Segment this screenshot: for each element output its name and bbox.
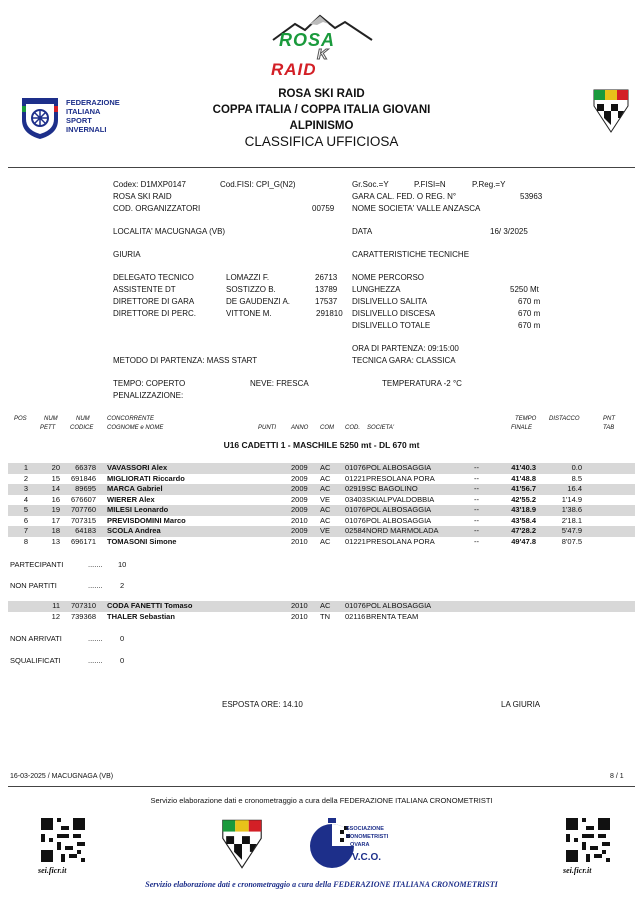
non-partiti-label: NON PARTITI <box>10 581 57 590</box>
cell-pos: 2 <box>23 473 28 483</box>
cell-cod: 01221 <box>345 536 366 546</box>
col-header-com: COM <box>320 425 334 431</box>
cell-distacco: 8.5 <box>571 473 582 483</box>
cell-dash: -- <box>474 473 479 483</box>
penalizzazione: PENALIZZAZIONE: <box>113 391 184 400</box>
table-row <box>0 505 643 516</box>
table-row <box>0 484 643 495</box>
partecipanti-value: 10 <box>118 560 127 569</box>
caratteristiche: CARATTERISTICHE TECNICHE <box>352 250 470 259</box>
squalificati-label: SQUALIFICATI <box>10 656 61 665</box>
cell-pett: 17 <box>51 515 60 525</box>
col-header-codice-2: CODICE <box>70 425 94 431</box>
cell-anno: 2010 <box>291 601 308 610</box>
cell-societa: POL ALBOSAGGIA <box>366 463 432 472</box>
rosa-ski-raid-logo <box>265 10 380 82</box>
cell-codice: 739368 <box>70 611 96 621</box>
official-role-1: DELEGATO TECNICO <box>113 273 194 282</box>
cell-codice: 691846 <box>70 473 96 483</box>
cell-societa: PRESOLANA PORA <box>366 473 435 483</box>
gara-cal-value: 53963 <box>520 192 543 201</box>
cell-name: WIERER Alex <box>107 494 155 504</box>
cell-pos: 5 <box>23 505 28 514</box>
p-reg: P.Reg.=Y <box>472 180 506 189</box>
official-code-2: 13789 <box>315 285 338 294</box>
cell-tempo: 43'18.9 <box>511 505 536 514</box>
tech-value-4: 670 m <box>518 321 541 330</box>
footer-divider <box>8 786 635 787</box>
cell-tempo: 42'55.2 <box>511 494 536 504</box>
cell-pett: 12 <box>51 611 60 621</box>
table-row <box>0 516 643 527</box>
cell-tempo: 47'28.2 <box>511 526 536 535</box>
tecnica-gara: TECNICA GARA: CLASSICA <box>352 356 456 365</box>
cell-distacco: 2'18.1 <box>561 515 582 525</box>
cell-anno: 2009 <box>291 505 308 514</box>
cell-com: AC <box>320 505 331 514</box>
cell-pos: 4 <box>23 494 28 504</box>
cell-com: VE <box>320 526 331 535</box>
cell-pett: 20 <box>51 463 60 472</box>
fisi-line-4: INVERNALI <box>66 125 107 134</box>
cell-societa: PRESOLANA PORA <box>366 536 435 546</box>
cell-anno: 2010 <box>291 515 308 525</box>
logo-k: K <box>317 46 328 63</box>
cell-cod: 01076 <box>345 515 366 525</box>
cell-pos: 6 <box>23 515 28 525</box>
qr-code-icon <box>566 818 610 862</box>
category-title: U16 CADETTI 1 - MASCHILE 5250 mt - DL 670 mt <box>223 440 420 450</box>
fisi-line-3: SPORT <box>66 116 92 125</box>
cell-com: VE <box>320 494 331 504</box>
qr-code-icon <box>41 818 85 862</box>
assoc-line-1: SSOCIAZIONE <box>346 826 384 832</box>
col-header-tempo-1: TEMPO <box>515 416 537 422</box>
non-partiti-dots: ....... <box>88 581 103 590</box>
cell-com: AC <box>320 515 331 525</box>
cell-pett: 13 <box>51 536 60 546</box>
official-name-2: SOSTIZZO B. <box>226 285 276 294</box>
footer-service-text: Servizio elaborazione dati e cronometraggio a cura della FEDERAZIONE ITALIANA CRONOMETRISTI <box>150 796 493 805</box>
giuria: GIURIA <box>113 250 141 259</box>
assoc-line-2: RONOMETRISTI <box>346 834 389 840</box>
cell-pett: 11 <box>52 601 60 610</box>
col-header-pnt-1: PNT <box>603 416 615 422</box>
cell-codice: 64183 <box>75 526 96 535</box>
non-arrivati-value: 0 <box>120 634 125 643</box>
logo-raid: RAID <box>271 60 317 79</box>
official-code-3: 17537 <box>315 297 338 306</box>
cell-pett: 15 <box>51 473 60 483</box>
nome-societa: NOME SOCIETA' VALLE ANZASCA <box>352 204 481 213</box>
cell-pos: 1 <box>23 463 28 472</box>
cod-org-value: 00759 <box>312 204 335 213</box>
cell-pos: 3 <box>23 484 28 493</box>
col-header-cod: COD. <box>345 425 360 431</box>
cell-distacco: 1'38.6 <box>561 505 582 514</box>
nome-percorso: NOME PERCORSO <box>352 273 425 282</box>
footer-service-text-bottom: Servizio elaborazione dati e cronometraggio a cura della FEDERAZIONE ITALIANA CRONOMETRISTI <box>145 880 498 889</box>
col-header-pett-2: PETT <box>40 425 56 431</box>
cell-dash: -- <box>474 494 479 504</box>
assoc-line-4: V.C.O. <box>352 852 382 863</box>
header-title-2: COPPA ITALIA / COPPA ITALIA GIOVANI <box>212 104 431 116</box>
logo-rosa: ROSA <box>279 30 336 50</box>
ora-partenza: ORA DI PARTENZA: 09:15:00 <box>352 344 459 353</box>
cell-dash: -- <box>474 536 479 546</box>
cell-distacco: 0.0 <box>571 463 582 472</box>
col-header-codice-1: NUM <box>76 416 90 422</box>
cell-codice: 707310 <box>70 601 96 610</box>
footer-date-place: 16-03-2025 / MACUGNAGA (VB) <box>10 773 114 780</box>
cell-com: AC <box>320 536 331 546</box>
cell-societa: SKIALPVALDOBBIA <box>366 494 435 504</box>
header-title-4: CLASSIFICA UFFICIOSA <box>244 134 399 149</box>
cell-cod: 01076 <box>345 505 366 514</box>
qr-code-right <box>563 818 613 888</box>
cell-tempo: 41'40.3 <box>511 463 536 472</box>
col-header-concorrente-1: CONCORRENTE <box>107 416 155 422</box>
qr-caption-left: sei.ficr.it <box>38 866 67 875</box>
cell-anno: 2009 <box>291 526 308 535</box>
cell-distacco: 5'47.9 <box>561 526 582 535</box>
cell-name: MILESI Leonardo <box>107 505 169 514</box>
table-row <box>0 612 643 623</box>
cell-societa: POL ALBOSAGGIA <box>366 505 432 514</box>
col-header-pnt-2: TAB <box>603 425 615 431</box>
cell-pett: 19 <box>51 505 60 514</box>
p-fisi: P.FISI=N <box>414 180 446 189</box>
col-header-pos: POS <box>14 416 27 422</box>
table-row <box>0 495 643 506</box>
table-row <box>0 526 643 537</box>
cell-name: THALER Sebastian <box>107 611 175 621</box>
partecipanti-label: PARTECIPANTI <box>10 560 64 569</box>
table-row <box>0 537 643 548</box>
cell-com: AC <box>320 473 331 483</box>
temperatura: TEMPERATURA -2 °C <box>382 379 462 388</box>
non-partiti-value: 2 <box>120 581 125 590</box>
cell-name: MIGLIORATI Riccardo <box>107 473 185 483</box>
cell-pett: 14 <box>51 484 60 493</box>
cell-societa: NORD MARMOLADA <box>366 526 439 535</box>
squalificati-value: 0 <box>120 656 125 665</box>
associazione-logo <box>306 816 416 872</box>
cell-com: AC <box>320 601 331 610</box>
tech-label-2: DISLIVELLO SALITA <box>352 297 427 306</box>
localita: LOCALITA' MACUGNAGA (VB) <box>113 227 226 236</box>
col-header-punti: PUNTI <box>258 425 276 431</box>
neve: NEVE: FRESCA <box>250 379 309 388</box>
footer-page: 8 / 1 <box>610 773 624 780</box>
cod-fisi: Cod.FISI: CPI_G(N2) <box>220 180 296 189</box>
cell-tempo: 43'58.4 <box>511 515 536 525</box>
official-role-2: ASSISTENTE DT <box>113 285 176 294</box>
data-value: 16/ 3/2025 <box>490 227 528 236</box>
cell-cod: 01076 <box>345 601 366 610</box>
cell-pos: 8 <box>23 536 28 546</box>
tempo-meteo: TEMPO: COPERTO <box>113 379 186 388</box>
squalificati-dots: ....... <box>88 656 103 665</box>
cell-cod: 02919 <box>345 484 366 493</box>
cell-cod: 01221 <box>345 473 366 483</box>
fisi-line-2: ITALIANA <box>66 107 101 116</box>
col-header-societa: SOCIETA' <box>367 425 395 431</box>
cell-name: TOMASONI Simone <box>107 536 177 546</box>
table-row <box>0 474 643 485</box>
cell-pos: 7 <box>23 526 28 535</box>
cell-codice: 66378 <box>75 463 96 472</box>
cell-name: CODA FANETTI Tomaso <box>107 601 193 610</box>
cell-tempo: 49'47.8 <box>511 536 536 546</box>
col-header-concorrente-2: COGNOME e NOME <box>107 425 164 431</box>
assoc-line-3: OVARA <box>350 842 370 848</box>
official-name-3: DE GAUDENZI A. <box>226 297 291 306</box>
cell-codice: 89695 <box>75 484 96 493</box>
fisi-abbr: FISI <box>26 90 41 99</box>
tech-value-3: 670 m <box>518 309 541 318</box>
col-header-pett-1: NUM <box>44 416 58 422</box>
cell-dash: -- <box>474 515 479 525</box>
cell-tempo: 41'48.8 <box>511 473 536 483</box>
cell-codice: 707760 <box>70 505 96 514</box>
official-name-1: LOMAZZI F. <box>226 273 270 282</box>
gara-cal-label: GARA CAL. FED. O REG. N° <box>352 192 457 201</box>
cell-cod: 02116 <box>345 611 366 621</box>
cell-societa: POL ALBOSAGGIA <box>366 601 432 610</box>
header-divider <box>8 167 635 168</box>
table-row <box>0 601 643 612</box>
cell-dash: -- <box>474 463 479 472</box>
tech-label-4: DISLIVELLO TOTALE <box>352 321 431 330</box>
official-role-4: DIRETTORE DI PERC. <box>113 309 196 318</box>
cell-tempo: 41'56.7 <box>511 484 536 493</box>
cell-dash: -- <box>474 505 479 514</box>
cell-name: PREVISDOMINI Marco <box>107 515 186 525</box>
cell-name: SCOLA Andrea <box>107 526 161 535</box>
ficr-logo-bottom <box>220 818 264 870</box>
cell-anno: 2010 <box>291 536 308 546</box>
tech-label-1: LUNGHEZZA <box>352 285 401 294</box>
data-label: DATA <box>352 227 373 236</box>
metodo-partenza: METODO DI PARTENZA: MASS START <box>113 356 258 365</box>
cell-dash: -- <box>474 484 479 493</box>
official-code-1: 26713 <box>315 273 338 282</box>
esposta-ore: ESPOSTA ORE: 14.10 <box>222 700 303 709</box>
header-title-3: ALPINISMO <box>289 120 354 132</box>
table-row <box>0 463 643 474</box>
cell-distacco: 8'07.5 <box>561 536 582 546</box>
cell-anno: 2009 <box>291 463 308 472</box>
qr-code-left <box>38 818 88 888</box>
cell-pett: 16 <box>51 494 60 504</box>
cod-org-label: COD. ORGANIZZATORI <box>113 204 201 213</box>
non-arrivati-dots: ....... <box>88 634 103 643</box>
official-code-4: 291810 <box>316 309 343 318</box>
cell-distacco: 1'14.9 <box>561 494 582 504</box>
header-title-1: ROSA SKI RAID <box>278 88 365 100</box>
cell-codice: 676607 <box>70 494 96 504</box>
cell-anno: 2009 <box>291 473 308 483</box>
fisi-line-1: FEDERAZIONE <box>66 98 120 107</box>
cell-anno: 2009 <box>291 494 308 504</box>
col-header-anno: ANNO <box>291 425 309 431</box>
cell-name: VAVASSORI Alex <box>107 463 168 472</box>
cell-societa: POL ALBOSAGGIA <box>366 515 432 525</box>
la-giuria: LA GIURIA <box>501 700 541 709</box>
cell-societa: SC BAGOLINO <box>366 484 418 493</box>
cell-societa: BRENTA TEAM <box>366 611 419 621</box>
cell-cod: 01076 <box>345 463 366 472</box>
cell-cod: 02584 <box>345 526 366 535</box>
cell-name: MARCA Gabriel <box>107 484 163 493</box>
race-name: ROSA SKI RAID <box>113 192 172 201</box>
official-name-4: VITTONE M. <box>226 309 272 318</box>
cell-anno: 2009 <box>291 484 308 493</box>
cell-cod: 03403 <box>345 494 366 504</box>
ficr-shield-icon <box>220 818 264 870</box>
tech-label-3: DISLIVELLO DISCESA <box>352 309 436 318</box>
gr-soc: Gr.Soc.=Y <box>352 180 389 189</box>
official-role-3: DIRETTORE DI GARA <box>113 297 195 306</box>
cell-anno: 2010 <box>291 611 308 621</box>
partecipanti-dots: ....... <box>88 560 103 569</box>
non-arrivati-label: NON ARRIVATI <box>10 634 62 643</box>
cell-codice: 696171 <box>70 536 96 546</box>
cell-distacco: 16.4 <box>567 484 582 493</box>
cell-com: AC <box>320 463 331 472</box>
col-header-distacco: DISTACCO <box>549 416 580 422</box>
cell-com: TN <box>320 611 330 621</box>
qr-caption-right: sei.ficr.it <box>563 866 592 875</box>
col-header-tempo-2: FINALE <box>511 425 533 431</box>
codex: Codex: D1MXP0147 <box>113 180 186 189</box>
tech-value-2: 670 m <box>518 297 541 306</box>
cell-codice: 707315 <box>70 515 96 525</box>
cell-pett: 18 <box>51 526 60 535</box>
cell-dash: -- <box>474 526 479 535</box>
tech-value-1: 5250 Mt <box>510 285 539 294</box>
cell-com: AC <box>320 484 331 493</box>
